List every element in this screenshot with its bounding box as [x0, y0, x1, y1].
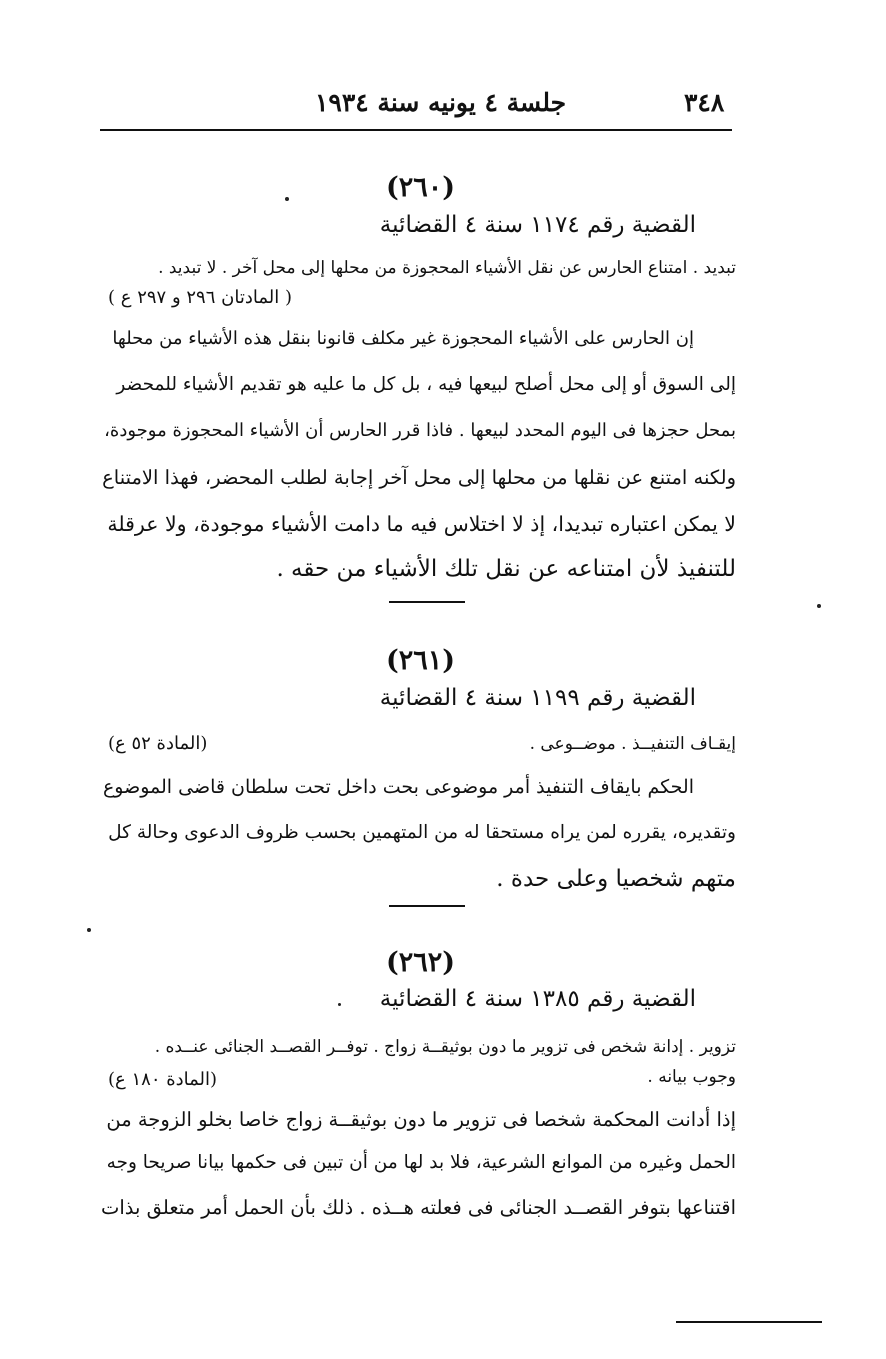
- scan-speck: [285, 197, 289, 201]
- paragraph-line: ولكنه امتنع عن نقلها من محلها إلى محل آخر إجابة لطلب المحضر، فهذا الامتناع: [102, 466, 736, 489]
- case-article-261: (المادة ٥٢ ع): [108, 733, 208, 754]
- paragraph-line: متهم شخصيا وعلى حدة .: [496, 866, 736, 892]
- case-keywords-261: إيقـاف التنفيــذ . موضــوعى .: [529, 734, 736, 754]
- case-title-260: القضية رقم ١١٧٤ سنة ٤ القضائية: [379, 212, 696, 238]
- paragraph-line: إن الحارس على الأشياء المحجوزة غير مكلف قانونا بنقل هذه الأشياء من محلها: [112, 328, 694, 349]
- case-number-262: (٢٦٢): [386, 947, 456, 978]
- case-keywords-260: تبديد . امتناع الحارس عن نقل الأشياء المحجوزة من محلها إلى محل آخر . لا تبديد .: [158, 258, 736, 278]
- paragraph-line: لا يمكن اعتباره تبديدا، إذ لا اختلاس فيه ما دامت الأشياء موجودة، ولا عرقلة: [107, 512, 736, 536]
- footer-rule: [676, 1321, 822, 1323]
- paragraph-line: وتقديره، يقرره لمن يراه مستحقا له من المتهمين بحسب ظروف الدعوى وحالة كل: [108, 822, 736, 843]
- scan-speck: [338, 1003, 341, 1006]
- case-article-260: ( المادتان ٢٩٦ و ٢٩٧ ع ): [108, 287, 292, 308]
- case-keywords-262-cont: وجوب بيانه .: [647, 1067, 736, 1087]
- case-number-260: (٢٦٠): [386, 172, 456, 203]
- section-separator: [389, 601, 465, 603]
- paragraph-line: للتنفيذ لأن امتناعه عن نقل تلك الأشياء من حقه .: [276, 556, 736, 582]
- paragraph-line: الحمل وغيره من الموانع الشرعية، فلا بد لها من أن تبين فى حكمها بيانا صريحا وجه: [106, 1152, 736, 1173]
- paragraph-line: إذا أدانت المحكمة شخصا فى تزوير ما دون بوثيقــة زواج خاصا بخلو الزوجة من: [106, 1108, 736, 1131]
- running-header-title: جلسة ٤ يونيه سنة ١٩٣٤: [315, 88, 567, 117]
- section-separator: [389, 905, 465, 907]
- paragraph-line: بمحل حجزها فى اليوم المحدد لبيعها . فاذا قرر الحارس أن الأشياء المحجوزة موجودة،: [104, 420, 736, 441]
- case-number-261: (٢٦١): [386, 645, 456, 676]
- case-keywords-262: تزوير . إدانة شخص فى تزوير ما دون بوثيقــة زواج . توفــر القصــد الجنائى عنــده .: [154, 1037, 736, 1057]
- scan-speck: [817, 604, 821, 608]
- case-article-262: (المادة ١٨٠ ع): [108, 1069, 218, 1090]
- page-number: ٣٤٨: [684, 88, 725, 117]
- scan-speck: [87, 928, 91, 932]
- header-rule: [100, 129, 732, 131]
- paragraph-line: الحكم بايقاف التنفيذ أمر موضوعى بحت داخل تحت سلطان قاضى الموضوع: [102, 776, 694, 798]
- paragraph-line: اقتناعها بتوفر القصــد الجنائى فى فعلته هــذه . ذلك بأن الحمل أمر متعلق بذات: [100, 1196, 736, 1219]
- case-title-261: القضية رقم ١١٩٩ سنة ٤ القضائية: [379, 685, 696, 711]
- case-title-262: القضية رقم ١٣٨٥ سنة ٤ القضائية: [379, 986, 696, 1012]
- paragraph-line: إلى السوق أو إلى محل أصلح لبيعها فيه ، بل كل ما عليه هو تقديم الأشياء للمحضر: [116, 374, 736, 395]
